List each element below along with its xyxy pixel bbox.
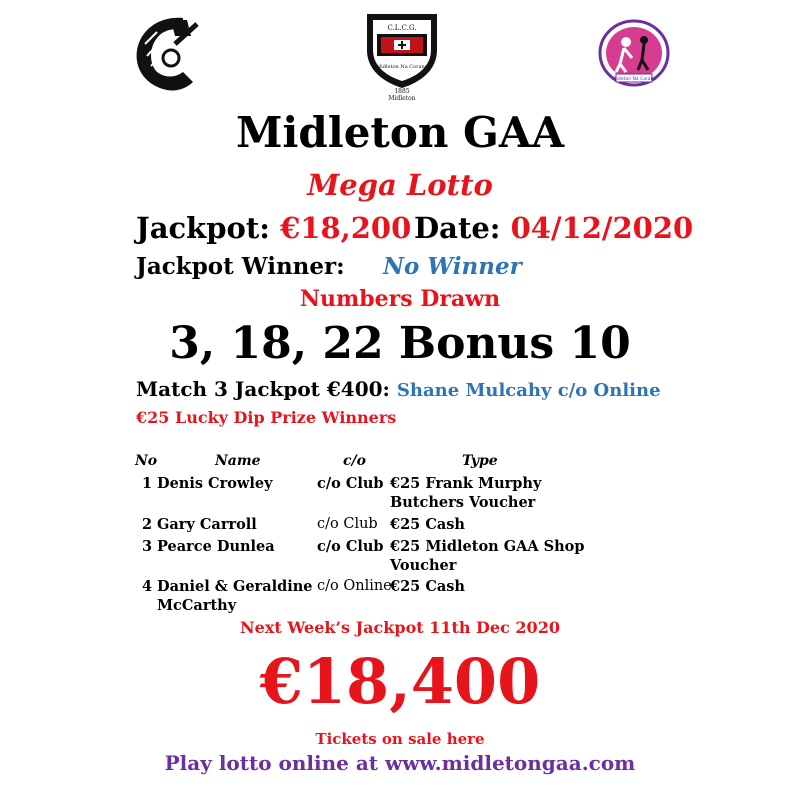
match3-label: Match 3 Jackpot €400: — [136, 377, 390, 401]
row-1-name-line-1: Denis Crowley — [157, 475, 273, 492]
row-4-name-line-1: Daniel & Geraldine — [157, 578, 313, 595]
row-3-co: c/o Club — [317, 538, 384, 555]
club-name-title: Midleton GAA — [235, 108, 565, 157]
tickets-on-sale-text: Tickets on sale here — [315, 730, 485, 748]
play-online-link[interactable]: Play lotto online at www.midletongaa.com — [164, 751, 636, 775]
row-2-no: 2 — [142, 516, 153, 533]
date-label: Date: — [414, 211, 501, 245]
match3-winner: Shane Mulcahy c/o Online — [396, 380, 661, 401]
crest-motto-text: Midleton Na Corann — [376, 64, 428, 70]
emblem-banner-text: Midleton Na Corann — [611, 77, 657, 82]
jackpot-winner-label: Jackpot Winner: — [136, 253, 345, 280]
row-2-co: c/o Club — [317, 516, 378, 532]
ladies-football-emblem-logo — [596, 18, 672, 88]
row-1-type-line-2: Butchers Voucher — [390, 494, 536, 511]
row-1-no: 1 — [142, 475, 153, 492]
jackpot-label: Jackpot: — [136, 211, 270, 245]
numbers-drawn-heading: Numbers Drawn — [299, 286, 501, 312]
row-3-no: 3 — [142, 538, 153, 555]
lotto-name-subtitle: Mega Lotto — [307, 168, 493, 202]
numbers-drawn: 3, 18, 22 Bonus 10 — [169, 318, 631, 369]
table-header-no: No — [135, 453, 158, 469]
match3-row — [136, 377, 661, 401]
club-crest-logo — [363, 10, 441, 100]
crest-year-text: 1885 — [394, 88, 410, 95]
jackpot-value: €18,200 — [280, 211, 412, 245]
row-4-co: c/o Online — [317, 578, 392, 594]
next-jackpot-amount: €18,400 — [259, 645, 541, 718]
jackpot-row — [136, 211, 411, 245]
row-3-name-line-1: Pearce Dunlea — [157, 538, 275, 555]
row-1-type-line-1: €25 Frank Murphy — [390, 475, 542, 492]
table-header-co: c/o — [343, 453, 366, 469]
jackpot-winner-value: No Winner — [383, 253, 522, 280]
next-jackpot-heading: Next Week’s Jackpot 11th Dec 2020 — [240, 618, 560, 637]
row-3-type-line-1: €25 Midleton GAA Shop — [390, 538, 585, 555]
lucky-dip-heading: €25 Lucky Dip Prize Winners — [136, 408, 397, 427]
date-row — [414, 211, 693, 245]
row-4-name-line-2: McCarthy — [157, 597, 237, 614]
table-header-type: Type — [462, 453, 498, 469]
row-2-name-line-1: Gary Carroll — [157, 516, 257, 533]
camogie-emblem-logo — [131, 14, 205, 92]
crest-place-text: Midleton — [388, 95, 416, 100]
table-header-name: Name — [215, 453, 261, 469]
row-1-co: c/o Club — [317, 475, 384, 492]
row-2-type-line-1: €25 Cash — [390, 516, 465, 533]
row-4-type-line-1: €25 Cash — [390, 578, 465, 595]
row-4-no: 4 — [142, 578, 153, 595]
date-value: 04/12/2020 — [510, 211, 694, 245]
crest-top-text: C.L.C.G. — [387, 24, 417, 32]
row-3-type-line-2: Voucher — [390, 557, 457, 574]
